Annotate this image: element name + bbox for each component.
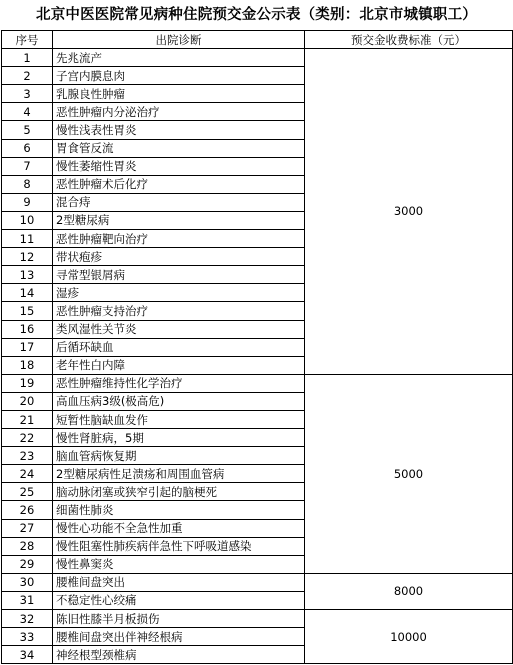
row-number: 10 xyxy=(2,211,53,229)
diagnosis-cell: 老年性白内障 xyxy=(53,356,305,374)
row-number: 26 xyxy=(2,501,53,519)
diagnosis-cell: 恶性肿瘤内分泌治疗 xyxy=(53,103,305,121)
row-number: 1 xyxy=(2,49,53,67)
row-number: 13 xyxy=(2,266,53,284)
diagnosis-cell: 寻常型银屑病 xyxy=(53,266,305,284)
row-number: 24 xyxy=(2,465,53,483)
table-row xyxy=(2,49,513,67)
row-number: 23 xyxy=(2,447,53,465)
row-number: 18 xyxy=(2,356,53,374)
page-title: 北京中医医院常见病种住院预交金公示表（类别：北京市城镇职工） xyxy=(36,7,477,23)
column-header-no: 序号 xyxy=(2,31,53,49)
diagnosis-cell: 2型糖尿病性足溃疡和周围血管病 xyxy=(53,465,305,483)
row-number: 16 xyxy=(2,320,53,338)
diagnosis-cell: 恶性肿瘤术后化疗 xyxy=(53,175,305,193)
diagnosis-cell: 恶性肿瘤维持性化学治疗 xyxy=(53,374,305,392)
diagnosis-cell: 后循环缺血 xyxy=(53,338,305,356)
diagnosis-cell: 慢性萎缩性胃炎 xyxy=(53,157,305,175)
row-number: 34 xyxy=(2,646,53,664)
diagnosis-cell: 慢性心功能不全急性加重 xyxy=(53,519,305,537)
table-body xyxy=(2,49,513,664)
row-number: 20 xyxy=(2,392,53,410)
header-row xyxy=(2,31,513,49)
diagnosis-cell: 高血压病3级(极高危) xyxy=(53,392,305,410)
row-number: 11 xyxy=(2,230,53,248)
row-number: 14 xyxy=(2,284,53,302)
diagnosis-cell: 腰椎间盘突出伴神经根病 xyxy=(53,628,305,646)
diagnosis-cell: 2型糖尿病 xyxy=(53,211,305,229)
diagnosis-cell: 慢性鼻窦炎 xyxy=(53,555,305,573)
row-number: 19 xyxy=(2,374,53,392)
diagnosis-cell: 短暂性脑缺血发作 xyxy=(53,410,305,428)
diagnosis-cell: 类风湿性关节炎 xyxy=(53,320,305,338)
row-number: 22 xyxy=(2,429,53,447)
diagnosis-cell: 不稳定性心绞痛 xyxy=(53,591,305,609)
diagnosis-cell: 带状疱疹 xyxy=(53,248,305,266)
row-number: 17 xyxy=(2,338,53,356)
row-number: 15 xyxy=(2,302,53,320)
row-number: 9 xyxy=(2,193,53,211)
diagnosis-cell: 胃食管反流 xyxy=(53,139,305,157)
fee-amount-cell: 3000 xyxy=(305,49,513,375)
row-number: 2 xyxy=(2,67,53,85)
diagnosis-cell: 先兆流产 xyxy=(53,49,305,67)
row-number: 33 xyxy=(2,628,53,646)
diagnosis-cell: 乳腺良性肿瘤 xyxy=(53,85,305,103)
diagnosis-cell: 混合痔 xyxy=(53,193,305,211)
row-number: 21 xyxy=(2,410,53,428)
row-number: 8 xyxy=(2,175,53,193)
fee-amount-cell: 8000 xyxy=(305,573,513,609)
diagnosis-cell: 恶性肿瘤支持治疗 xyxy=(53,302,305,320)
row-number: 4 xyxy=(2,103,53,121)
diagnosis-cell: 脑血管病恢复期 xyxy=(53,447,305,465)
diagnosis-cell: 慢性肾脏病，5期 xyxy=(53,429,305,447)
diagnosis-cell: 神经根型颈椎病 xyxy=(53,646,305,664)
row-number: 27 xyxy=(2,519,53,537)
fee-table xyxy=(1,30,513,664)
diagnosis-cell: 湿疹 xyxy=(53,284,305,302)
row-number: 29 xyxy=(2,555,53,573)
diagnosis-cell: 腰椎间盘突出 xyxy=(53,573,305,591)
column-header-fee: 预交金收费标准（元） xyxy=(305,31,513,49)
diagnosis-cell: 恶性肿瘤靶向治疗 xyxy=(53,230,305,248)
row-number: 7 xyxy=(2,157,53,175)
fee-amount-cell: 10000 xyxy=(305,610,513,664)
diagnosis-cell: 脑动脉闭塞或狭窄引起的脑梗死 xyxy=(53,483,305,501)
table-row xyxy=(2,573,513,591)
row-number: 31 xyxy=(2,591,53,609)
row-number: 12 xyxy=(2,248,53,266)
diagnosis-cell: 子宫内膜息肉 xyxy=(53,67,305,85)
diagnosis-cell: 细菌性肺炎 xyxy=(53,501,305,519)
table-row xyxy=(2,610,513,628)
diagnosis-cell: 慢性浅表性胃炎 xyxy=(53,121,305,139)
row-number: 32 xyxy=(2,610,53,628)
row-number: 25 xyxy=(2,483,53,501)
row-number: 30 xyxy=(2,573,53,591)
row-number: 28 xyxy=(2,537,53,555)
row-number: 6 xyxy=(2,139,53,157)
diagnosis-cell: 陈旧性膝半月板损伤 xyxy=(53,610,305,628)
table-row xyxy=(2,374,513,392)
column-header-diagnosis: 出院诊断 xyxy=(53,31,305,49)
row-number: 3 xyxy=(2,85,53,103)
fee-amount-cell: 5000 xyxy=(305,374,513,573)
diagnosis-cell: 慢性阻塞性肺疾病伴急性下呼吸道感染 xyxy=(53,537,305,555)
row-number: 5 xyxy=(2,121,53,139)
